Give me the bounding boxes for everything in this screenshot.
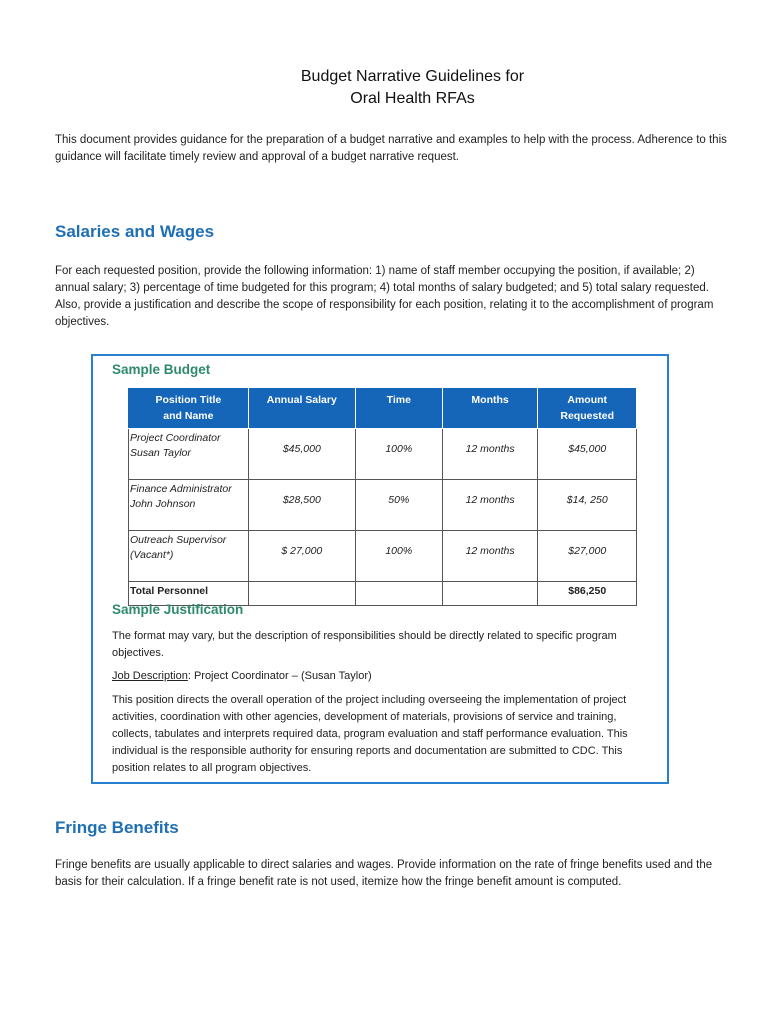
- salary-cell: $45,000: [248, 429, 355, 480]
- amount-cell: $45,000: [538, 429, 637, 480]
- job-description-line: [112, 668, 657, 685]
- header-months: Months: [442, 388, 538, 429]
- position-name: Susan Taylor: [130, 447, 191, 459]
- time-cell: 50%: [355, 480, 442, 531]
- months-cell: 12 months: [442, 429, 538, 480]
- position-title: Finance Administrator: [130, 483, 232, 495]
- justification-detail: This position directs the overall operation of the project including overseeing the implementation of project activities, coordination with other agencies, development of materials, provisions of service and training, collects, tabulates and interprets required data, program evaluation and staff performance evaluation. This individual is the responsible authority for ensuring reports and documentation are submitted to CDC. This position relates to all program objectives.: [112, 694, 628, 774]
- header-position-line2: and Name: [163, 410, 214, 422]
- time-cell: 100%: [355, 429, 442, 480]
- budget-header-row: [129, 388, 637, 429]
- header-position-line1: Position Title: [155, 394, 222, 406]
- position-cell: [129, 429, 249, 480]
- time-cell: 100%: [355, 531, 442, 582]
- salaries-heading: Salaries and Wages: [55, 222, 215, 241]
- total-empty-cell: [248, 582, 355, 606]
- total-amount: $86,250: [538, 582, 637, 606]
- total-empty-cell: [355, 582, 442, 606]
- header-position: [129, 388, 249, 429]
- position-name: John Johnson: [130, 498, 196, 510]
- total-label: Total Personnel: [129, 582, 249, 606]
- table-row: [129, 429, 637, 480]
- position-cell: [129, 531, 249, 582]
- header-amount-line1: Amount: [567, 394, 608, 406]
- sample-budget-heading: Sample Budget: [112, 362, 211, 377]
- title-line-2: Oral Health RFAs: [350, 90, 475, 107]
- amount-cell: $27,000: [538, 531, 637, 582]
- position-title: Project Coordinator: [130, 432, 221, 444]
- justification-intro: The format may vary, but the description of responsibilities should be directly related to specific program objectives.: [112, 630, 617, 659]
- position-title: Outreach Supervisor: [130, 534, 227, 546]
- position-name: (Vacant*): [130, 549, 174, 561]
- salary-cell: $ 27,000: [248, 531, 355, 582]
- position-cell: [129, 480, 249, 531]
- salaries-description: For each requested position, provide the following information: 1) name of staff member occupying the position, if available; 2) annual salary; 3) percentage of time budgeted for this program; 4) total months of salary budgeted; and 5) total salary requested. Also, provide a justification and describe the scope of responsibility for each position, relating it to the accomplishment of program objectives.: [55, 265, 714, 328]
- header-amount: [538, 388, 637, 429]
- sample-budget-box: [91, 354, 669, 784]
- job-description-value: : Project Coordinator – (Susan Taylor): [187, 670, 372, 682]
- amount-cell: $14, 250: [538, 480, 637, 531]
- page-title: [0, 66, 770, 110]
- total-empty-cell: [442, 582, 538, 606]
- table-row: [129, 480, 637, 531]
- header-annual-salary: Annual Salary: [248, 388, 355, 429]
- salary-cell: $28,500: [248, 480, 355, 531]
- header-time: Time: [355, 388, 442, 429]
- title-line-1: Budget Narrative Guidelines for: [300, 68, 525, 85]
- job-description-label: Job Description: [112, 670, 188, 682]
- intro-paragraph: This document provides guidance for the preparation of a budget narrative and examples to help with the process. Adherence to this guidance will facilitate timely review and approval of a budget narrative request.: [55, 134, 727, 163]
- header-amount-line2: Requested: [560, 410, 615, 422]
- fringe-heading: Fringe Benefits: [55, 818, 179, 837]
- fringe-description: Fringe benefits are usually applicable to direct salaries and wages. Provide information on the rate of fringe benefits used and the basis for their calculation. If a fringe benefit rate is not used, itemize how the fringe benefit amount is computed.: [55, 859, 713, 888]
- budget-table: [128, 387, 637, 606]
- months-cell: 12 months: [442, 480, 538, 531]
- table-row: [129, 531, 637, 582]
- sample-justification-heading: Sample Justification: [112, 602, 244, 617]
- months-cell: 12 months: [442, 531, 538, 582]
